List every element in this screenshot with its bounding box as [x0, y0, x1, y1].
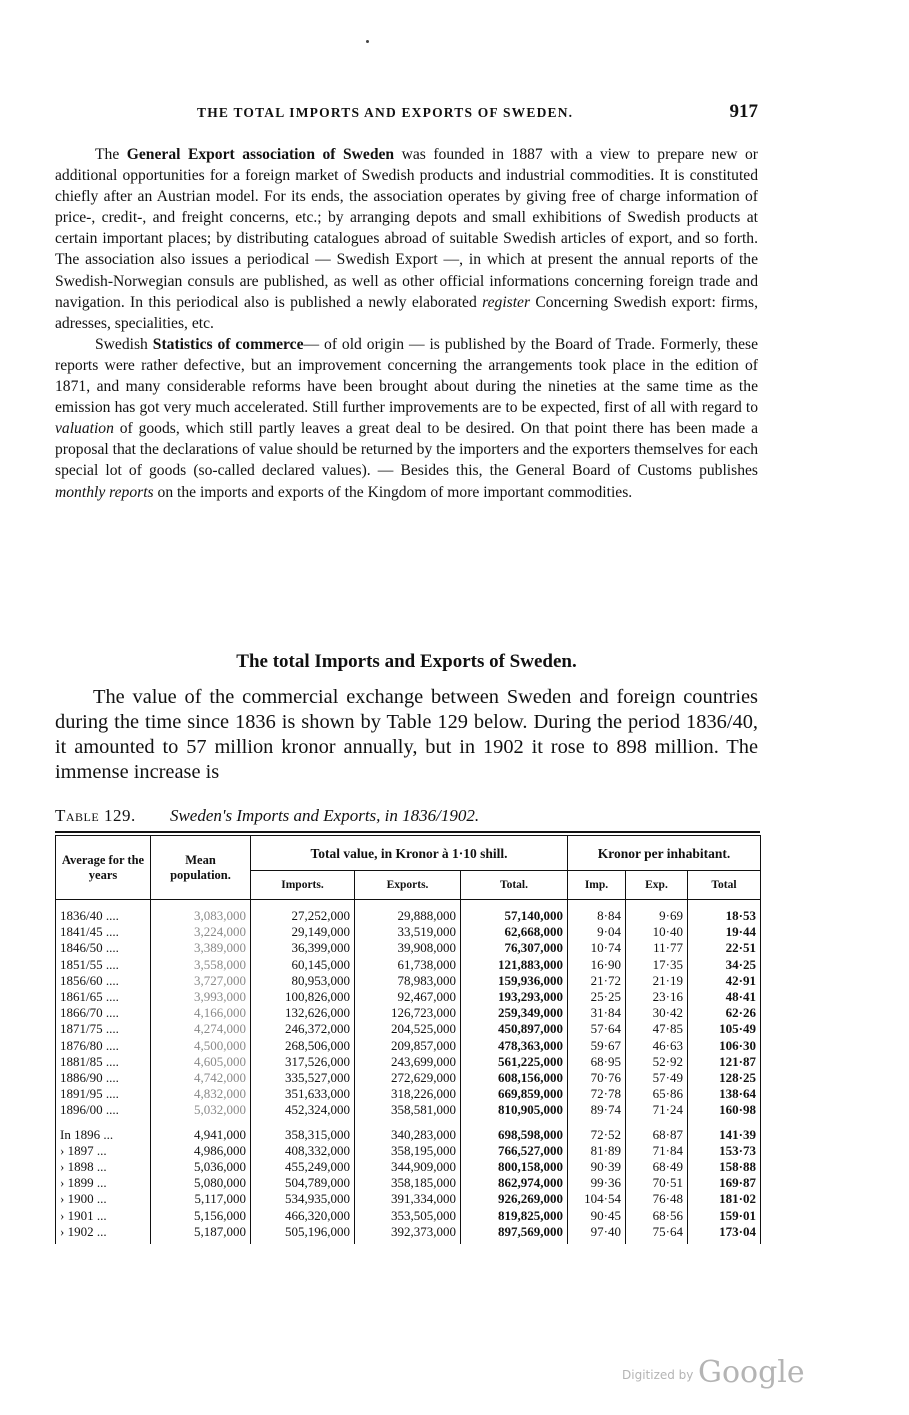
header-mean-population: Mean population.	[151, 836, 251, 900]
cell-population: 5,032,000	[151, 1102, 251, 1118]
table-title: Sweden's Imports and Exports, in 1836/1902.	[169, 806, 480, 825]
cell-imp-per-head: 90·45	[568, 1208, 626, 1224]
cell-population: 3,083,000	[151, 900, 251, 925]
cell-exports: 318,226,000	[355, 1086, 461, 1102]
table-label: Table 129.	[55, 806, 136, 825]
table-row	[56, 1038, 761, 1054]
p2-text: — of old origin — is published by the Board of Trade. Formerly, these reports were rather defective, but an improvement concerning the arrangements took place in the edition of 1871, and many considerable reforms have been brought about during the nineties at the same time as the emission has got very much accelerated. Still further improvements are to be expected, first of all with regard to	[55, 335, 759, 417]
cell-imp-per-head: 10·74	[568, 940, 626, 956]
table-row	[56, 973, 761, 989]
cell-year: 1846/50 ....	[56, 940, 151, 956]
p1-text: was founded in 1887 with a view to prepare new or additional opportunities for a foreign market of Swedish products and industrial commodities. It is constituted chiefly after an Austrian model. For its ends, the association operates by giving free of charge information of price-, credit-, and freight concerns, etc.; by arranging depots and small exhibitions of Swedish products at certain important places; by distributing catalogues abroad of suitable Swedish articles of export, and so forth. The association also issues a periodical — Swedish Export —, in which at present the annual reports of the Swedish-Norwegian consuls are published, as well as other official informations concerning foreign trade and navigation. In this periodical also is published a newly elaborated	[55, 146, 758, 311]
cell-population: 4,832,000	[151, 1086, 251, 1102]
cell-year: 1896/00 ....	[56, 1102, 151, 1118]
table-row	[56, 1224, 761, 1244]
cell-population: 4,166,000	[151, 1005, 251, 1021]
cell-total: 76,307,000	[461, 940, 568, 956]
cell-imp-per-head: 89·74	[568, 1102, 626, 1118]
cell-total: 926,269,000	[461, 1191, 568, 1207]
cell-year: › 1898 ...	[56, 1159, 151, 1175]
cell-exports: 209,857,000	[355, 1038, 461, 1054]
paragraph-export-association	[55, 144, 758, 334]
cell-imp-per-head: 21·72	[568, 973, 626, 989]
cell-year: In 1896 ...	[56, 1119, 151, 1143]
header-average-for: Average for the years	[56, 836, 151, 900]
cell-year: 1866/70 ....	[56, 1005, 151, 1021]
cell-imp-per-head: 72·78	[568, 1086, 626, 1102]
cell-total-per-head: 19·44	[688, 924, 761, 940]
cell-total-per-head: 173·04	[688, 1224, 761, 1244]
cell-total-per-head: 153·73	[688, 1143, 761, 1159]
header-exports: Exports.	[355, 871, 461, 900]
cell-exp-per-head: 76·48	[626, 1191, 688, 1207]
cell-exports: 391,334,000	[355, 1191, 461, 1207]
cell-population: 5,080,000	[151, 1175, 251, 1191]
cell-exports: 39,908,000	[355, 940, 461, 956]
table-row	[56, 1143, 761, 1159]
cell-total: 478,363,000	[461, 1038, 568, 1054]
header-total: Total.	[461, 871, 568, 900]
cell-exports: 33,519,000	[355, 924, 461, 940]
running-head	[55, 103, 758, 127]
cell-year: 1891/95 ....	[56, 1086, 151, 1102]
cell-exp-per-head: 75·64	[626, 1224, 688, 1244]
cell-exp-per-head: 68·56	[626, 1208, 688, 1224]
cell-total: 766,527,000	[461, 1143, 568, 1159]
cell-exp-per-head: 68·87	[626, 1119, 688, 1143]
digitized-by-text: Digitized by	[622, 1368, 694, 1382]
imports-exports-table	[55, 835, 761, 1244]
cell-exports: 358,185,000	[355, 1175, 461, 1191]
speck-mark	[366, 40, 369, 43]
cell-total: 819,825,000	[461, 1208, 568, 1224]
cell-population: 4,941,000	[151, 1119, 251, 1143]
cell-total-per-head: 128·25	[688, 1070, 761, 1086]
cell-exp-per-head: 11·77	[626, 940, 688, 956]
cell-imports: 132,626,000	[251, 1005, 355, 1021]
cell-total-per-head: 106·30	[688, 1038, 761, 1054]
cell-exports: 243,699,000	[355, 1054, 461, 1070]
cell-total: 698,598,000	[461, 1119, 568, 1143]
cell-imports: 505,196,000	[251, 1224, 355, 1244]
cell-year: › 1902 ...	[56, 1224, 151, 1244]
cell-imports: 504,789,000	[251, 1175, 355, 1191]
table-row	[56, 924, 761, 940]
cell-total-per-head: 18·53	[688, 900, 761, 925]
cell-total-per-head: 160·98	[688, 1102, 761, 1118]
cell-total: 121,883,000	[461, 957, 568, 973]
cell-year: 1856/60 ....	[56, 973, 151, 989]
cell-exports: 272,629,000	[355, 1070, 461, 1086]
cell-exp-per-head: 46·63	[626, 1038, 688, 1054]
p1-lead: The	[95, 146, 127, 163]
cell-imp-per-head: 25·25	[568, 989, 626, 1005]
cell-total-per-head: 141·39	[688, 1119, 761, 1143]
cell-population: 3,727,000	[151, 973, 251, 989]
cell-imp-per-head: 57·64	[568, 1021, 626, 1037]
cell-exp-per-head: 65·86	[626, 1086, 688, 1102]
cell-exp-per-head: 23·16	[626, 989, 688, 1005]
table-caption	[55, 806, 758, 826]
cell-exports: 340,283,000	[355, 1119, 461, 1143]
cell-imports: 317,526,000	[251, 1054, 355, 1070]
cell-total-per-head: 42·91	[688, 973, 761, 989]
cell-population: 3,993,000	[151, 989, 251, 1005]
cell-imp-per-head: 9·04	[568, 924, 626, 940]
cell-total: 800,158,000	[461, 1159, 568, 1175]
cell-imports: 408,332,000	[251, 1143, 355, 1159]
cell-imports: 246,372,000	[251, 1021, 355, 1037]
paragraph-statistics	[55, 334, 758, 503]
cell-imp-per-head: 90·39	[568, 1159, 626, 1175]
p2-text-mid: of goods, which still partly leaves a great deal to be desired. On that point there has been made a proposal that the declarations of value should be returned by the importers and the exporters themselves for each special lot of goods (so-called declared values). — Besides this, the General Board of Customs publishes	[55, 420, 758, 480]
header-per-inhabitant: Kronor per inhabitant.	[568, 836, 761, 871]
intro-paragraph: The value of the commercial exchange between Sweden and foreign countries during the time since 1836 is shown by Table 129 below. During the period 1836/40, it amounted to 57 million kronor annually, but in 1902 it rose to 898 million. The immense increase is	[55, 686, 758, 783]
cell-imports: 452,324,000	[251, 1102, 355, 1118]
table-row	[56, 940, 761, 956]
cell-exp-per-head: 57·49	[626, 1070, 688, 1086]
p2-italic-2: monthly reports	[55, 483, 154, 501]
cell-imp-per-head: 72·52	[568, 1119, 626, 1143]
cell-year: 1871/75 ....	[56, 1021, 151, 1037]
cell-population: 5,117,000	[151, 1191, 251, 1207]
cell-year: 1851/55 ....	[56, 957, 151, 973]
cell-exp-per-head: 21·19	[626, 973, 688, 989]
running-head-title: THE TOTAL IMPORTS AND EXPORTS OF SWEDEN.	[197, 105, 574, 120]
cell-population: 4,274,000	[151, 1021, 251, 1037]
google-logo: Google	[698, 1355, 805, 1390]
cell-total: 810,905,000	[461, 1102, 568, 1118]
cell-year: › 1901 ...	[56, 1208, 151, 1224]
cell-total: 669,859,000	[461, 1086, 568, 1102]
table-row	[56, 1102, 761, 1118]
table-row	[56, 1021, 761, 1037]
cell-imports: 335,527,000	[251, 1070, 355, 1086]
cell-imp-per-head: 99·36	[568, 1175, 626, 1191]
cell-imports: 80,953,000	[251, 973, 355, 989]
digitized-watermark	[622, 1355, 812, 1395]
cell-total: 193,293,000	[461, 989, 568, 1005]
cell-total-per-head: 158·88	[688, 1159, 761, 1175]
p2-bold: Statistics of commerce	[152, 335, 304, 353]
p2-text-end: on the imports and exports of the Kingdom of more important commodities.	[153, 483, 633, 501]
table-row	[56, 989, 761, 1005]
cell-exports: 358,581,000	[355, 1102, 461, 1118]
cell-imp-per-head: 31·84	[568, 1005, 626, 1021]
cell-population: 4,986,000	[151, 1143, 251, 1159]
header-imp: Imp.	[568, 871, 626, 900]
cell-imports: 534,935,000	[251, 1191, 355, 1207]
cell-total-per-head: 121·87	[688, 1054, 761, 1070]
p2-italic: valuation	[55, 420, 114, 438]
cell-exp-per-head: 71·24	[626, 1102, 688, 1118]
cell-exports: 61,738,000	[355, 957, 461, 973]
page-number: 917	[729, 101, 758, 122]
cell-total-per-head: 105·49	[688, 1021, 761, 1037]
cell-exp-per-head: 47·85	[626, 1021, 688, 1037]
cell-population: 5,156,000	[151, 1208, 251, 1224]
cell-exports: 392,373,000	[355, 1224, 461, 1244]
cell-exports: 344,909,000	[355, 1159, 461, 1175]
cell-exports: 204,525,000	[355, 1021, 461, 1037]
cell-imports: 358,315,000	[251, 1119, 355, 1143]
cell-imp-per-head: 59·67	[568, 1038, 626, 1054]
cell-exports: 353,505,000	[355, 1208, 461, 1224]
cell-year: › 1900 ...	[56, 1191, 151, 1207]
cell-imp-per-head: 68·95	[568, 1054, 626, 1070]
cell-exp-per-head: 52·92	[626, 1054, 688, 1070]
cell-total: 608,156,000	[461, 1070, 568, 1086]
header-total-short: Total	[688, 871, 761, 900]
cell-imp-per-head: 16·90	[568, 957, 626, 973]
table-row	[56, 957, 761, 973]
intro-text	[55, 685, 758, 785]
cell-imports: 29,149,000	[251, 924, 355, 940]
table-top-rule	[55, 831, 760, 833]
cell-population: 3,389,000	[151, 940, 251, 956]
cell-population: 3,224,000	[151, 924, 251, 940]
cell-exp-per-head: 17·35	[626, 957, 688, 973]
cell-population: 5,187,000	[151, 1224, 251, 1244]
section-heading: The total Imports and Exports of Sweden.	[236, 651, 577, 672]
cell-population: 4,742,000	[151, 1070, 251, 1086]
p1-italic: register	[482, 293, 531, 311]
cell-total: 862,974,000	[461, 1175, 568, 1191]
table-row	[56, 900, 761, 925]
cell-exports: 29,888,000	[355, 900, 461, 925]
cell-total-per-head: 138·64	[688, 1086, 761, 1102]
table-body	[56, 900, 761, 1245]
cell-year: 1881/85 ....	[56, 1054, 151, 1070]
cell-total-per-head: 22·51	[688, 940, 761, 956]
cell-exp-per-head: 68·49	[626, 1159, 688, 1175]
cell-total: 159,936,000	[461, 973, 568, 989]
cell-total: 450,897,000	[461, 1021, 568, 1037]
cell-imports: 351,633,000	[251, 1086, 355, 1102]
table-row	[56, 1005, 761, 1021]
cell-imp-per-head: 70·76	[568, 1070, 626, 1086]
table-row	[56, 1159, 761, 1175]
table-row	[56, 1119, 761, 1143]
p1-text-end: Concerning Swedish export: firms, adresses, specialities, etc.	[55, 293, 758, 332]
cell-imports: 27,252,000	[251, 900, 355, 925]
cell-exp-per-head: 10·40	[626, 924, 688, 940]
table-row	[56, 1191, 761, 1207]
header-imports: Imports.	[251, 871, 355, 900]
table-129	[55, 831, 760, 1244]
table-row	[56, 1208, 761, 1224]
p2-lead: Swedish	[95, 335, 153, 353]
cell-exports: 358,195,000	[355, 1143, 461, 1159]
cell-total-per-head: 181·02	[688, 1191, 761, 1207]
header-exp: Exp.	[626, 871, 688, 900]
cell-imports: 455,249,000	[251, 1159, 355, 1175]
cell-total: 897,569,000	[461, 1224, 568, 1244]
cell-imports: 466,320,000	[251, 1208, 355, 1224]
cell-year: › 1899 ...	[56, 1175, 151, 1191]
body-text	[55, 144, 758, 503]
table-row	[56, 1175, 761, 1191]
cell-imp-per-head: 104·54	[568, 1191, 626, 1207]
cell-exp-per-head: 70·51	[626, 1175, 688, 1191]
cell-population: 5,036,000	[151, 1159, 251, 1175]
cell-total-per-head: 62·26	[688, 1005, 761, 1021]
cell-imp-per-head: 8·84	[568, 900, 626, 925]
cell-year: 1861/65 ....	[56, 989, 151, 1005]
cell-total-per-head: 34·25	[688, 957, 761, 973]
cell-imports: 268,506,000	[251, 1038, 355, 1054]
cell-total: 561,225,000	[461, 1054, 568, 1070]
table-row	[56, 1086, 761, 1102]
cell-population: 4,500,000	[151, 1038, 251, 1054]
cell-exports: 78,983,000	[355, 973, 461, 989]
cell-exports: 126,723,000	[355, 1005, 461, 1021]
cell-year: 1836/40 ....	[56, 900, 151, 925]
cell-imports: 36,399,000	[251, 940, 355, 956]
cell-exports: 92,467,000	[355, 989, 461, 1005]
table-row	[56, 1054, 761, 1070]
cell-imports: 60,145,000	[251, 957, 355, 973]
cell-imp-per-head: 97·40	[568, 1224, 626, 1244]
cell-year: › 1897 ...	[56, 1143, 151, 1159]
cell-total-per-head: 169·87	[688, 1175, 761, 1191]
cell-imports: 100,826,000	[251, 989, 355, 1005]
cell-year: 1886/90 ....	[56, 1070, 151, 1086]
p1-bold: General Export association of Sweden	[126, 146, 395, 163]
cell-total-per-head: 48·41	[688, 989, 761, 1005]
cell-year: 1876/80 ....	[56, 1038, 151, 1054]
cell-total: 259,349,000	[461, 1005, 568, 1021]
cell-total: 57,140,000	[461, 900, 568, 925]
cell-population: 3,558,000	[151, 957, 251, 973]
cell-exp-per-head: 9·69	[626, 900, 688, 925]
header-total-value: Total value, in Kronor à 1·10 shill.	[251, 836, 568, 871]
cell-exp-per-head: 71·84	[626, 1143, 688, 1159]
cell-imp-per-head: 81·89	[568, 1143, 626, 1159]
cell-population: 4,605,000	[151, 1054, 251, 1070]
table-row	[56, 1070, 761, 1086]
cell-total-per-head: 159·01	[688, 1208, 761, 1224]
cell-exp-per-head: 30·42	[626, 1005, 688, 1021]
cell-year: 1841/45 ....	[56, 924, 151, 940]
cell-total: 62,668,000	[461, 924, 568, 940]
